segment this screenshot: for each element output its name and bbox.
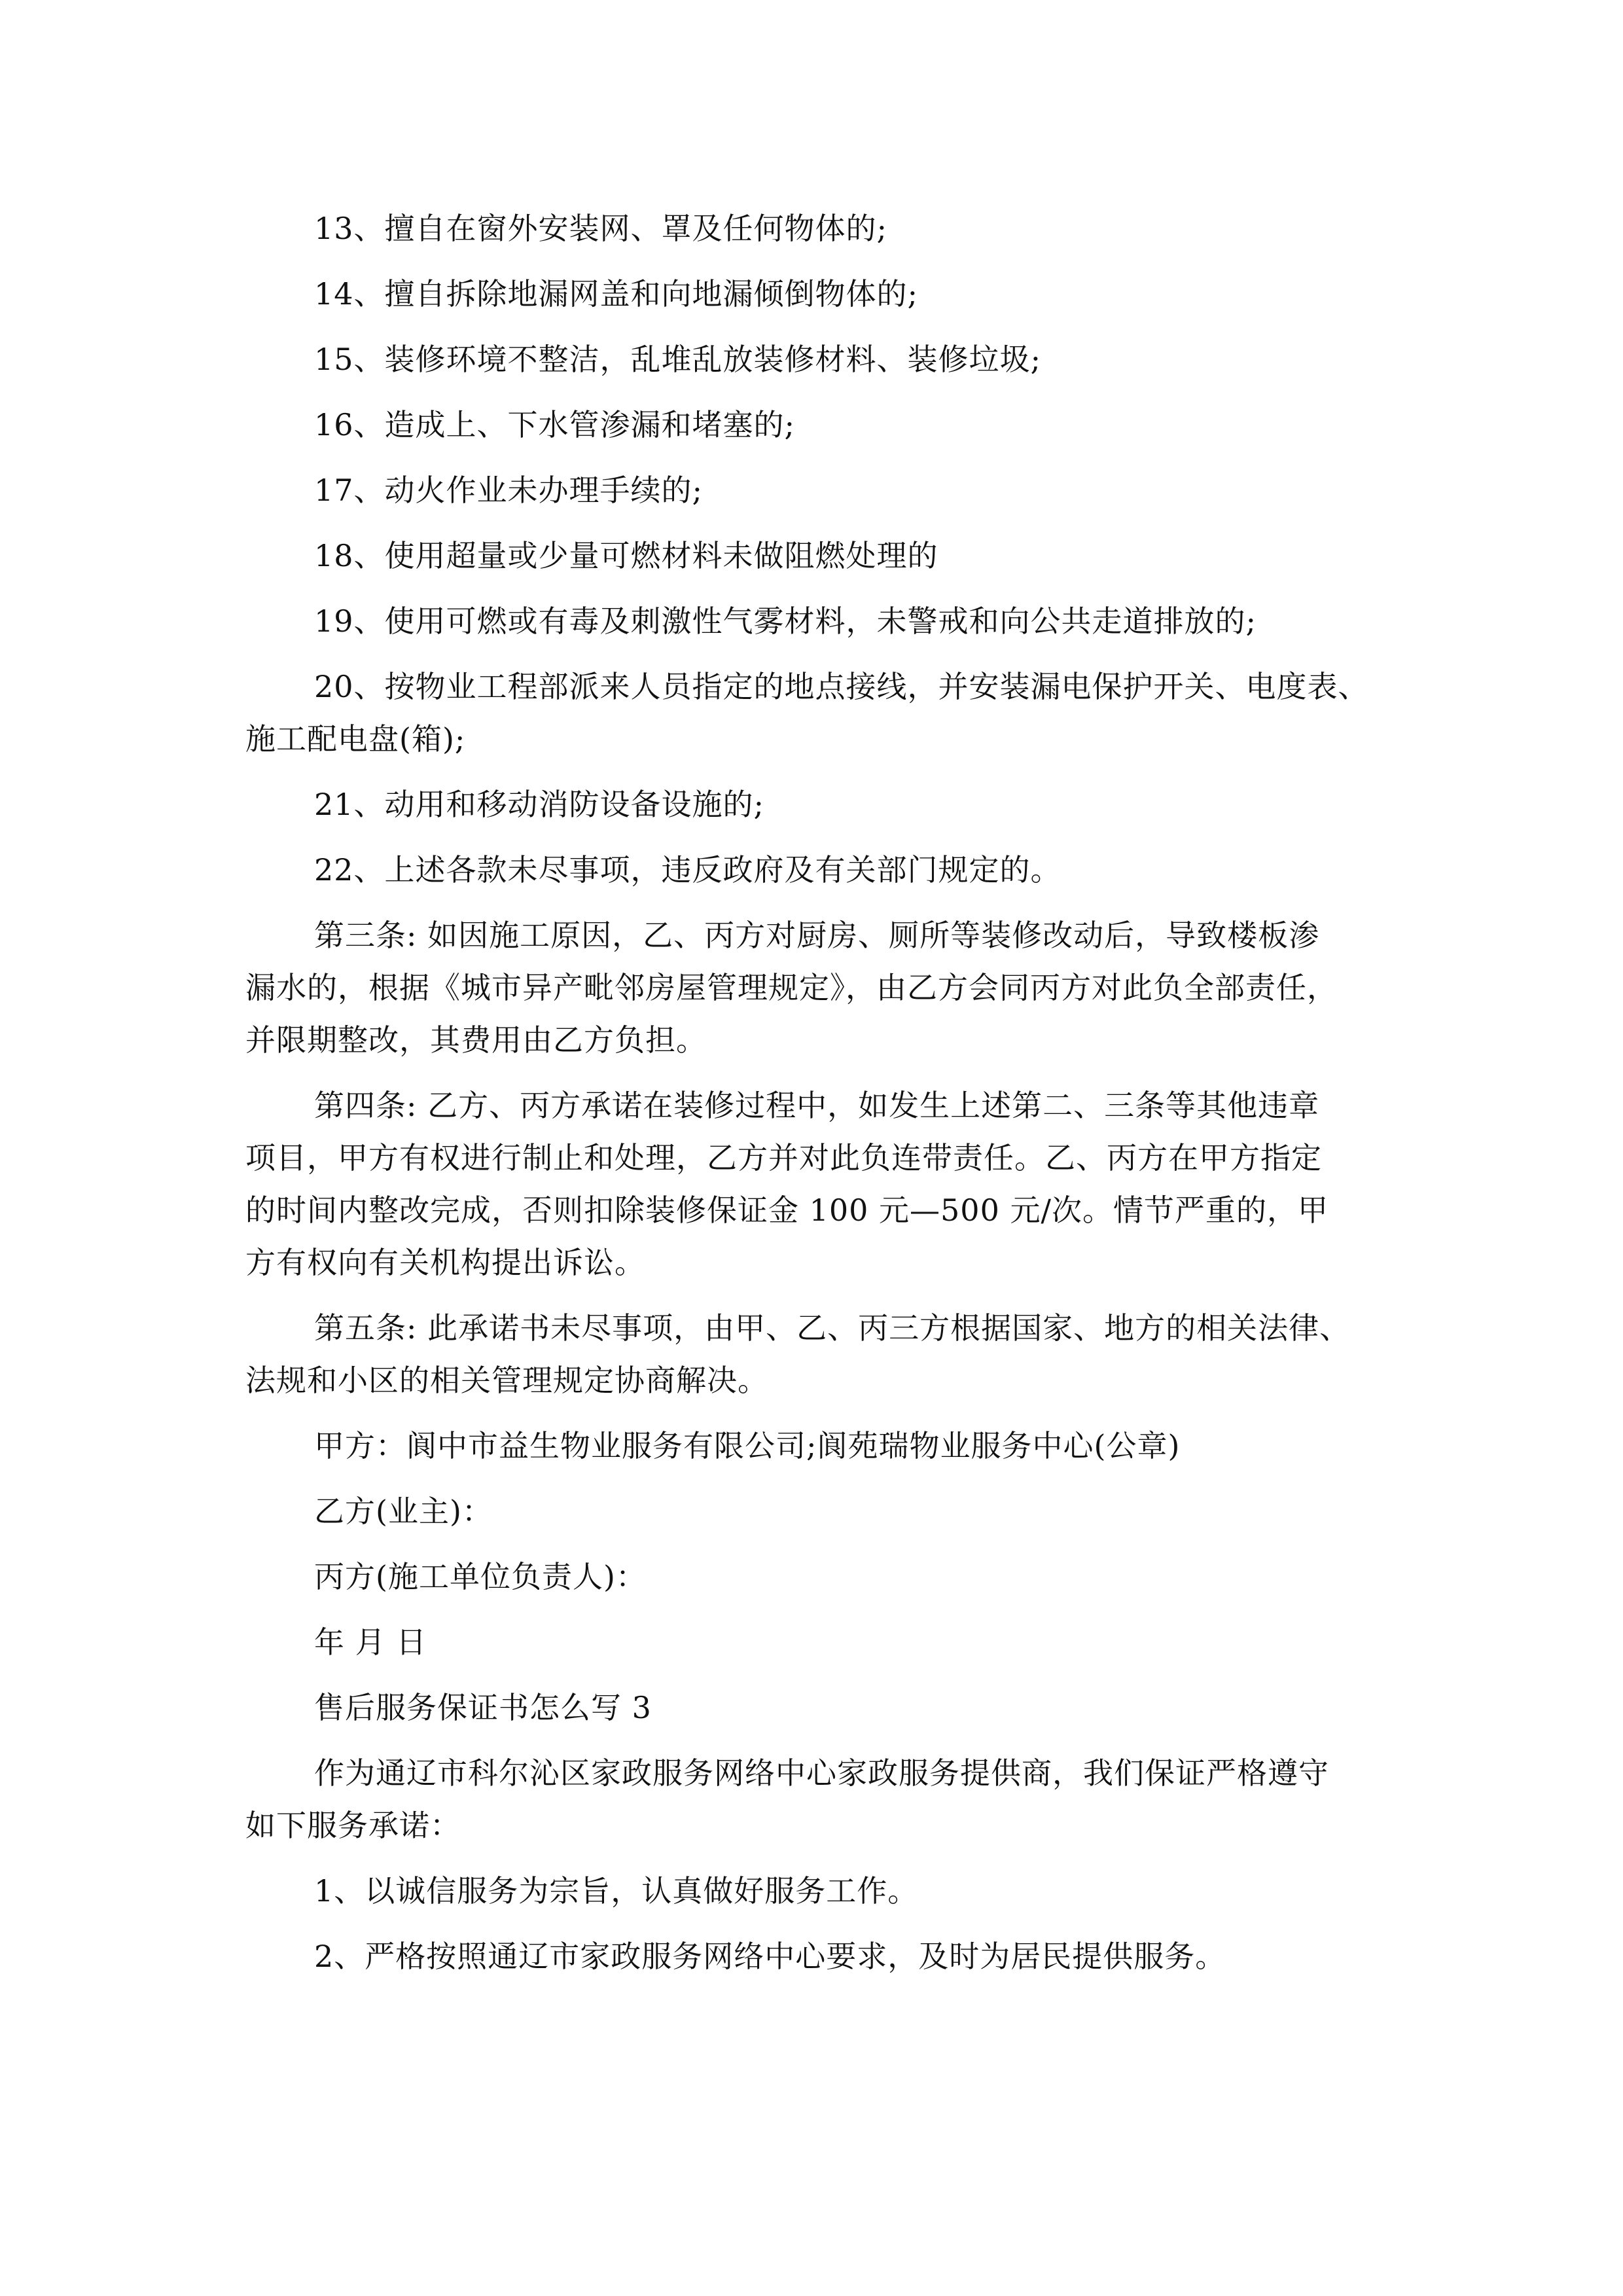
party-c: 丙方(施工单位负责人)： [314,1559,647,1594]
promise-1: 1、以诚信服务为宗旨，认真做好服务工作。 [314,1873,919,1909]
item-20: 20、按物业工程部派来人员指定的地点接线，并安装漏电保护开关、电度表、 [314,669,1369,704]
article-5-cont: 法规和小区的相关管理规定协商解决。 [245,1363,768,1398]
item-13: 13、擅自在窗外安装网、罩及任何物体的; [314,211,888,246]
article-3-cont-1: 漏水的，根据《城市异产毗邻房屋管理规定》，由乙方会同丙方对此负全部责任， [245,970,1338,1005]
article-4: 第四条: 乙方、丙方承诺在装修过程中，如发生上述第二、三条等其他违章 [314,1088,1320,1123]
article-3: 第三条: 如因施工原因，乙、丙方对厨房、厕所等装修改动后，导致楼板渗 [314,918,1320,953]
article-3-cont-2: 并限期整改，其费用由乙方负担。 [245,1022,707,1058]
item-21: 21、动用和移动消防设备设施的; [314,787,765,822]
intro-paragraph: 作为通辽市科尔沁区家政服务网络中心家政服务提供商，我们保证严格遵守 [314,1755,1329,1791]
item-14: 14、擅自拆除地漏网盖和向地漏倾倒物体的; [314,276,919,312]
item-20-cont: 施工配电盘(箱); [245,721,466,757]
item-19: 19、使用可燃或有毒及刺激性气雾材料，未警戒和向公共走道排放的; [314,603,1257,639]
party-a: 甲方：阆中市益生物业服务有限公司;阆苑瑞物业服务中心(公章) [314,1428,1181,1463]
article-4-cont-2: 的时间内整改完成，否则扣除装修保证金 100 元—500 元/次。情节严重的，甲 [245,1193,1329,1228]
item-17: 17、动火作业未办理手续的; [314,473,704,508]
section-heading: 售后服务保证书怎么写 3 [314,1690,652,1725]
item-16: 16、造成上、下水管渗漏和堵塞的; [314,407,796,442]
article-5: 第五条: 此承诺书未尽事项，由甲、乙、丙三方根据国家、地方的相关法律、 [314,1310,1351,1346]
item-18: 18、使用超量或少量可燃材料未做阻燃处理的 [314,538,938,573]
promise-2: 2、严格按照通辽市家政服务网络中心要求，及时为居民提供服务。 [314,1939,1226,1974]
party-b: 乙方(业主)： [314,1494,493,1529]
item-22: 22、上述各款未尽事项，违反政府及有关部门规定的。 [314,852,1061,888]
article-4-cont-1: 项目，甲方有权进行制止和处理，乙方并对此负连带责任。乙、丙方在甲方指定 [245,1140,1322,1175]
intro-paragraph-cont: 如下服务承诺： [245,1808,461,1843]
article-4-cont-3: 方有权向有关机构提出诉讼。 [245,1245,645,1280]
date-line: 年 月 日 [314,1624,427,1660]
item-15: 15、装修环境不整洁，乱堆乱放装修材料、装修垃圾; [314,342,1042,377]
